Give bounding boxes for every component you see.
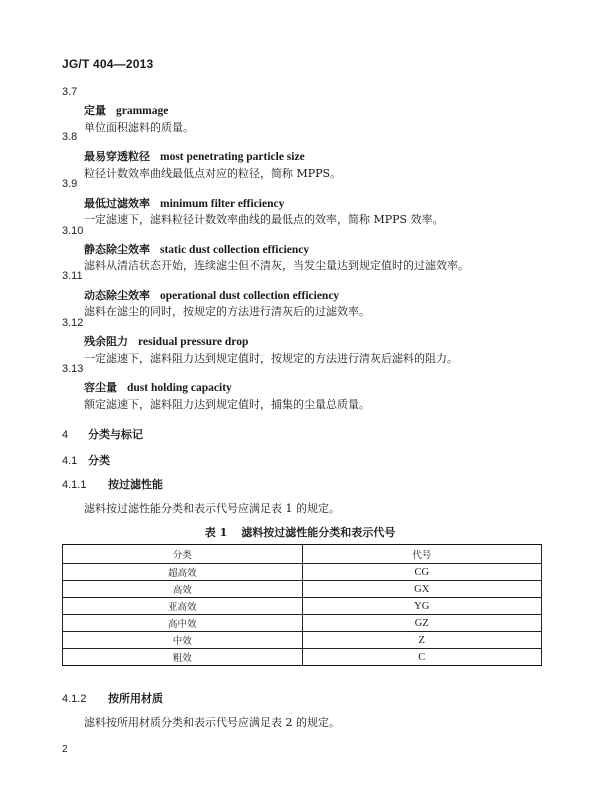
term-number: 3.10 — [62, 225, 84, 237]
term-zh: 最易穿透粒径 — [84, 150, 150, 163]
table-cell: 粗效 — [63, 649, 303, 666]
term-heading — [84, 379, 232, 395]
term-zh: 容尘量 — [84, 381, 117, 394]
term-en: operational dust collection efficiency — [160, 290, 340, 302]
table-cell: CG — [302, 564, 542, 581]
section-title: 按所用材质 — [108, 692, 163, 705]
term-heading — [84, 333, 248, 349]
term-heading — [84, 287, 339, 303]
term-heading — [84, 195, 284, 211]
section-number: 4 — [62, 429, 69, 441]
section-number: 4.1.2 — [62, 693, 87, 705]
term-definition: 粒径计数效率曲线最低点对应的粒径，简称 MPPS。 — [84, 167, 342, 180]
section-title: 按过滤性能 — [108, 478, 163, 491]
table-row — [63, 632, 542, 649]
section-heading — [62, 476, 163, 492]
term-definition: 滤料在滤尘的同时，按规定的方法进行清灰后的过滤效率。 — [84, 305, 370, 318]
term-zh: 动态除尘效率 — [84, 289, 150, 302]
term-zh: 最低过滤效率 — [84, 197, 150, 210]
term-number: 3.8 — [62, 131, 78, 143]
table-label: 表 1 — [204, 526, 228, 539]
table-cell: C — [302, 649, 542, 666]
term-number: 3.11 — [62, 270, 83, 282]
table-cell: Z — [302, 632, 542, 649]
section-number: 4.1 — [62, 455, 78, 467]
table-row — [63, 564, 542, 581]
term-number: 3.12 — [62, 317, 84, 329]
term-en: dust holding capacity — [127, 382, 232, 394]
table-cell: 高效 — [63, 581, 303, 598]
term-zh: 定量 — [84, 104, 106, 117]
term-definition: 一定滤速下，滤料阻力达到规定值时，按规定的方法进行清灰后滤料的阻力。 — [84, 352, 458, 365]
body-paragraph: 滤料按过滤性能分类和表示代号应满足表 1 的规定。 — [84, 502, 340, 515]
standard-code-header: JG/T 404—2013 — [62, 57, 154, 71]
table-row — [63, 581, 542, 598]
term-definition: 一定滤速下，滤料粒径计数效率曲线的最低点的效率，简称 MPPS 效率。 — [84, 213, 444, 226]
section-number: 4.1.1 — [62, 479, 87, 491]
table-header-cell: 分类 — [63, 545, 303, 564]
term-number: 3.7 — [62, 86, 78, 98]
table-cell: YG — [302, 598, 542, 615]
term-definition: 单位面积滤料的质量。 — [84, 121, 194, 134]
term-en: minimum filter efficiency — [160, 198, 285, 210]
term-en: residual pressure drop — [138, 336, 249, 348]
section-heading — [62, 426, 143, 442]
term-zh: 静态除尘效率 — [84, 243, 150, 256]
table-row — [63, 598, 542, 615]
section-heading — [62, 452, 110, 468]
table-row — [63, 615, 542, 632]
term-en: most penetrating particle size — [160, 151, 305, 163]
term-definition: 滤料从清洁状态开始，连续滤尘但不清灰，当发尘量达到规定值时的过滤效率。 — [84, 259, 469, 272]
section-title: 分类与标记 — [88, 428, 143, 441]
table-cell: GX — [302, 581, 542, 598]
table-caption — [0, 524, 600, 540]
classification-table — [62, 544, 542, 666]
term-heading — [84, 102, 168, 118]
table-cell: 中效 — [63, 632, 303, 649]
page-number: 2 — [62, 744, 68, 755]
body-paragraph: 滤料按所用材质分类和表示代号应满足表 2 的规定。 — [84, 716, 340, 729]
term-number: 3.9 — [62, 178, 78, 190]
table-cell: 亚高效 — [63, 598, 303, 615]
section-heading — [62, 690, 163, 706]
table-cell: 高中效 — [63, 615, 303, 632]
term-en: static dust collection efficiency — [160, 244, 310, 256]
table-cell: 超高效 — [63, 564, 303, 581]
table-header-row — [63, 545, 542, 564]
section-title: 分类 — [88, 454, 110, 467]
term-number: 3.13 — [62, 363, 84, 375]
table-row — [63, 649, 542, 666]
table-title: 滤料按过滤性能分类和表示代号 — [241, 526, 396, 539]
term-en: grammage — [116, 105, 169, 117]
term-heading — [84, 148, 305, 164]
table-header-cell: 代号 — [302, 545, 542, 564]
term-zh: 残余阻力 — [84, 335, 128, 348]
table-cell: GZ — [302, 615, 542, 632]
term-definition: 额定滤速下，滤料阻力达到规定值时，捕集的尘量总质量。 — [84, 398, 370, 411]
term-heading — [84, 241, 309, 257]
